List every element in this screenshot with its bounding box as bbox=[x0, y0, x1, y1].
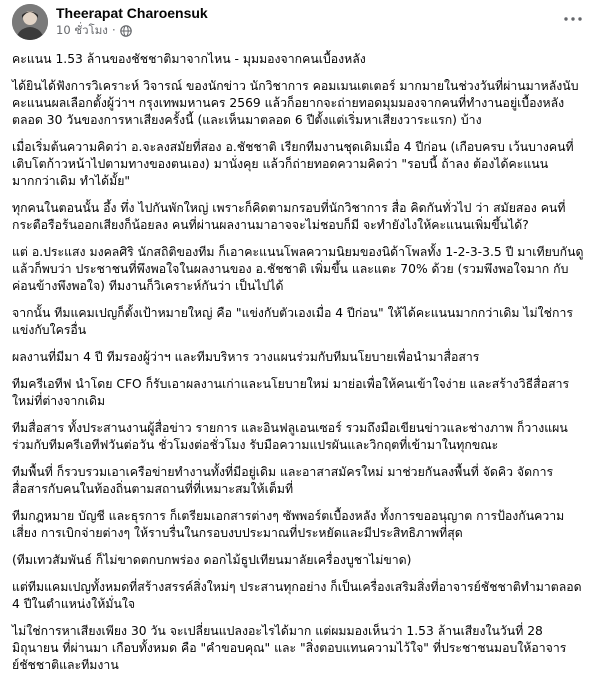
post-paragraph: ทีมกฎหมาย บัญชี และธุรการ ก็เตรียมเอกสารต่างๆ ซัพพอร์ตเบื้องหลัง ทั้งการขออนุญาต การป้องกันความเสี่ยง การเบิกจ่ายต่างๆ ให้ราบรื่นในกรอบงบประมาณที่ประหยัดและมีประสิทธิภาพที่สุด bbox=[12, 509, 565, 540]
post-paragraph: ผลงานที่มีมา 4 ปี ทีมรองผู้ว่าฯ และทีมบริหาร วางแผนร่วมกับทีมนโยบายเพื่อนำมาสื่อสาร bbox=[12, 350, 480, 364]
post-meta bbox=[56, 3, 208, 38]
author-name[interactable]: Theerapat Charoensuk bbox=[56, 5, 208, 21]
post-paragraph: ทีมพื้นที่ ก็รวบรวมเอาเครือข่ายทำงานทั้งที่มีอยู่เดิม และอาสาสมัครใหม่ มาช่วยกันลงพื้นที่ จัดคิว จัดการสื่อสารกับคนในท้องถิ่นตามสถานที่ที่เหมาะสมให้เต็มที่ bbox=[12, 465, 554, 496]
post-paragraph: ไม่ใช่การหาเสียงเพียง 30 วัน จะเปลี่ยนแปลงอะไรได้มาก แต่ผมมองเห็นว่า 1.53 ล้านเสียงในวันที่ 28 มิถุนายน ที่ผ่านมา เกือบทั้งหมด คือ "คำขอบคุณ" และ "สิ่งตอบแทนความไว้ใจ" ที่ประชาชนมอบให้อาจารย์ชัชชาติและทีมงาน bbox=[12, 624, 567, 672]
post-paragraph: จากนั้น ทีมแคมเปญก็ตั้งเป้าหมายใหญ่ คือ "แข่งกับตัวเองเมื่อ 4 ปีก่อน" ให้ได้คะแนนมากกว่าเดิม ไม่ใช่การแข่งกับใครอื่น bbox=[12, 306, 573, 337]
post-paragraph: (ทีมเทวสัมพันธ์ ก็ไม่ขาดตกบกพร่อง ดอกไม้ธูปเทียนมาลัยเครื่องบูชาไม่ขาด) bbox=[12, 553, 412, 567]
post-paragraph: ทีมสื่อสาร ทั้งประสานงานผู้สื่อข่าว รายการ และอินฟลูเอนเซอร์ รวมถึงมือเขียนข่าวและช่างภาพ ก็วางแผนร่วมกับทีมครีเอทีฟวันต่อวัน ชั่วโมงต่อชั่วโมง รับมือความแปรผันและวิกฤตที่เข้ามาในทุกขณะ bbox=[12, 421, 568, 452]
post-paragraph: แต่ อ.ประแสง มงคลศิริ นักสถิติของทีม ก็เอาคะแนนโพลความนิยมของนิด้าโพลทั้ง 1-2-3-3.5 ปี มาเทียบกันดู แล้วก็พบว่า ประชาชนที่พึงพอใจในผลงานของ อ.ชัชชาติ เพิ่มขึ้น และแตะ 70% ด้วย (รวมพึงพอใจมาก กับค่อนข้างพึงพอใจ) ทีมงานก็วิเคราะห์กันว่า เป็นไปได้ bbox=[12, 245, 584, 293]
post-timestamp[interactable]: 10 ชั่วโมง bbox=[56, 22, 108, 37]
meta-separator: · bbox=[111, 22, 116, 37]
post-paragraph: ได้ยินได้ฟังการวิเคราะห์ วิจารณ์ ของนักข่าว นักวิชาการ คอมเมนเตเตอร์ มากมายในช่วงวันที่ผ่านมาหลังนับคะแนนผลเลือกตั้งผู้ว่าฯ กรุงเทพมหานคร 2569 แล้วก็อยากจะถ่ายทอดมุมมองจากคนที่ทำงานอยู่เบื้องหลังตลอด 30 วันของการหาเสียงครั้งนี้ (และเห็นมาตลอด 6 ปีตั้งแต่เริ่มหาเสียงวาระแรก) บ้าง bbox=[12, 79, 579, 127]
globe-icon[interactable] bbox=[120, 25, 132, 37]
more-options-icon[interactable] bbox=[560, 10, 586, 28]
post-paragraph: เมื่อเริ่มต้นความคิดว่า อ.จะลงสมัยที่สอง อ.ชัชชาติ เรียกทีมงานชุดเดิมเมื่อ 4 ปีก่อน (เกือบครบ เว้นบางคนที่เติบโตก้าวหน้าไปตามทางของตนเอง) มานั่งคุย แล้วก็ถ่ายทอดความคิดว่า "รอบนี้ ถ้าลง ต้องได้คะแนนมากกว่าเดิม ทำได้มั้ย" bbox=[12, 140, 574, 188]
post-paragraph: ทีมครีเอทีฟ นำโดย CFO ก็รับเอาผลงานเก่าและนโยบายใหม่ มาย่อเพื่อให้คนเข้าใจง่าย และสร้างวิธีสื่อสารใหม่ที่ต่างจากเดิม bbox=[12, 377, 570, 408]
post-sub-meta bbox=[56, 24, 208, 38]
post-paragraph: แต่ทีมแคมเปญทั้งหมดที่สร้างสรรค์สิ่งใหม่ๆ ประสานทุกอย่าง ก็เป็นเครื่องเสริมสิ่งที่อาจารย์ชัชชาติทำมาตลอด 4 ปีในตำแหน่งให้มั่นใจ bbox=[12, 580, 582, 611]
avatar[interactable] bbox=[12, 4, 48, 40]
post-paragraph: ทุกคนในตอนนั้น อึ้ง ทึ่ง ไปกันพักใหญ่ เพราะก็คิดตามกรอบที่นักวิชาการ สื่อ คิดกันทั่วไป ว่า สมัยสอง คนที่กระตือรือร้นออกเสียงก็น้อยลง คนที่ผ่านผลงานมาอาจจะไม่ชอบก็มี จะทำยังไงให้คะแนนเพิ่มขึ้นได้? bbox=[12, 201, 566, 232]
post-header bbox=[12, 0, 586, 47]
post-body bbox=[12, 51, 586, 674]
profile-photo-icon bbox=[12, 4, 48, 40]
post-paragraph-title: คะแนน 1.53 ล้านของชัชชาติมาจากไหน - มุมมองจากคนเบื้องหลัง bbox=[12, 52, 366, 66]
